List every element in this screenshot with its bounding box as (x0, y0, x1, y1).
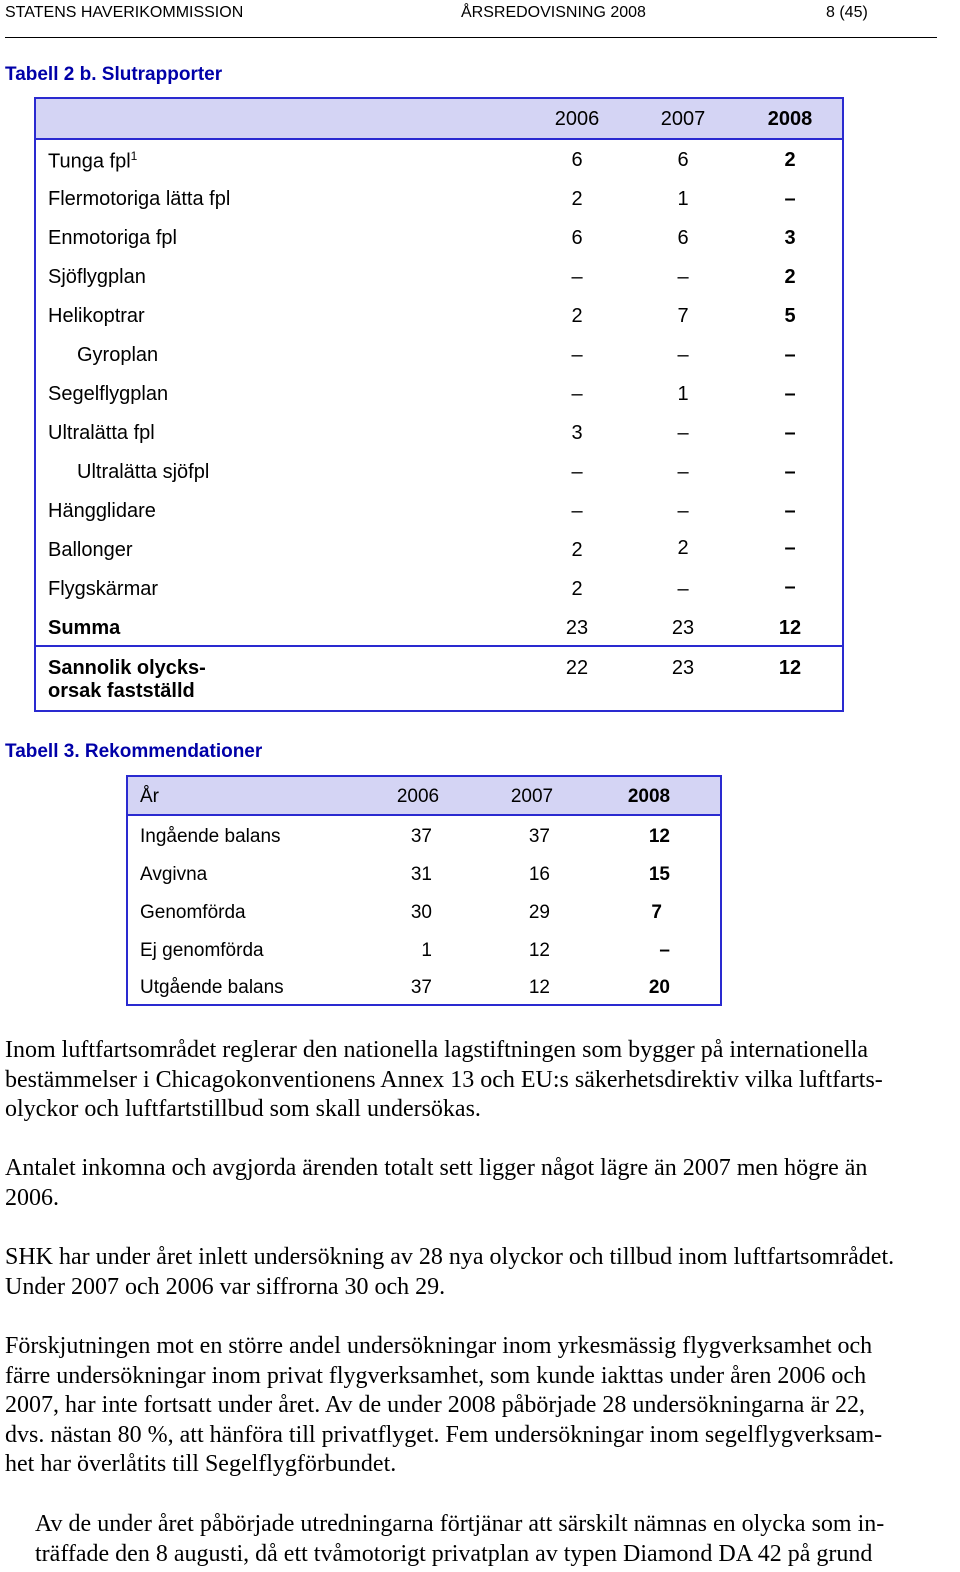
paragraph-investigations (5, 1243, 960, 1302)
cell-2007: – (677, 422, 689, 444)
cell-2006: – (571, 383, 583, 405)
cell-2007: – (677, 266, 689, 288)
cell-2006: – (571, 266, 583, 288)
cell-2008: 3 (784, 227, 796, 249)
cell-2006: – (571, 500, 583, 522)
paragraph-case-count (5, 1154, 960, 1213)
table2b-header-row (36, 99, 842, 140)
table3-header-row (128, 777, 720, 816)
sum-2008: 12 (778, 617, 802, 639)
cell-2008: 7 (651, 902, 662, 923)
table-final-reports (34, 97, 844, 712)
text-line: 2007, har inte fortsatt under året. Av de under 2008 påbörjade 28 undersökningarna är 22, (5, 1392, 865, 1418)
row-label: Avgivna (140, 864, 208, 885)
table3-head-label: År (140, 786, 159, 807)
table2b-year-2008: 2008 (767, 108, 813, 130)
cell-2007: 37 (528, 826, 550, 847)
text-line: olyckor och luftfartstillbud som skall undersökas. (5, 1096, 481, 1122)
cell-2006: 37 (410, 977, 432, 998)
cell-2007: 29 (528, 902, 550, 923)
cell-2006: 2 (571, 578, 583, 600)
cell-2006: – (571, 344, 583, 366)
cell-2007: 6 (677, 227, 689, 249)
header-page-number: 8 (45) (826, 4, 868, 21)
cell-2008: 15 (648, 864, 670, 885)
cell-2006: 6 (571, 227, 583, 249)
cell-2008: – (784, 576, 796, 598)
cell-2008: – (784, 500, 796, 522)
cell-2006: – (571, 461, 583, 483)
text-line: Antalet inkomna och avgjorda ärenden totalt sett ligger något lägre än 2007 men högre än (5, 1155, 868, 1181)
text-line: Under 2007 och 2006 var siffrorna 30 och 29. (5, 1273, 446, 1300)
cell-2007: 1 (677, 188, 689, 210)
table3-year-2006: 2006 (396, 786, 440, 807)
cell-2008: – (784, 188, 796, 210)
cell-2008: 2 (784, 266, 796, 288)
cell-2007: 12 (528, 977, 550, 998)
paragraph-regulation (5, 1036, 960, 1125)
header-center: ÅRSREDOVISNING 2008 (461, 4, 646, 21)
row-label: Sjöflygplan (48, 266, 146, 288)
cell-2007: – (677, 500, 689, 522)
row-label: Ingående balans (140, 826, 281, 847)
sum-label: Summa (48, 617, 121, 639)
paragraph-diamond-incident (35, 1510, 960, 1569)
row-label: Gyroplan (77, 344, 159, 366)
cell-2006: 6 (571, 149, 583, 171)
table2b-year-2006: 2006 (554, 108, 600, 130)
header-rule (5, 37, 937, 38)
cell-2006: 30 (410, 902, 432, 923)
text-line: träffade den 8 augusti, då ett tvåmotorigt privatplan av typen Diamond DA 42 på grund (35, 1540, 873, 1567)
text-line: SHK har under året inlett undersökning av 28 nya olyckor och tillbud inom luftfartsområdet. (5, 1244, 895, 1270)
text-line: färre undersökningar inom privat flygverksamhet, som kunde iakttas under åren 2006 och (5, 1362, 867, 1389)
table3-year-2007: 2007 (510, 786, 554, 807)
row-label: Flygskärmar (48, 578, 159, 600)
row-label: Hängglidare (48, 500, 156, 522)
row-label: Ej genomförda (140, 940, 264, 961)
footnote-marker: 1 (130, 149, 138, 163)
row-label: Utgående balans (140, 977, 284, 998)
table-recommendations (126, 775, 722, 1006)
text-line: Förskjutningen mot en större andel undersökningar inom yrkesmässig flygverksamhet och (5, 1333, 873, 1359)
cell-2008: 5 (784, 305, 796, 327)
row-label: Helikoptrar (48, 305, 145, 327)
cell-2006: 3 (571, 422, 583, 444)
row-label: Segelflygplan (48, 383, 169, 405)
row-label: Tunga fpl$^1$ (48, 149, 138, 173)
paragraph-shift (5, 1332, 960, 1480)
cell-2008: – (784, 537, 796, 559)
header-left: STATENS HAVERIKOMMISSION (5, 4, 244, 21)
cell-2007: – (677, 461, 689, 483)
row-label: Genomförda (140, 902, 246, 923)
cell-2006: 2 (571, 305, 583, 327)
cell-2006: 2 (571, 188, 583, 210)
text-line: 2006. (5, 1184, 59, 1211)
cell-2008: – (784, 422, 796, 444)
cell-2006: 1 (421, 940, 432, 961)
text-line: dvs. nästan 80 %, att hänföra till privatflyget. Fem undersökningar inom segelflygverksam- (5, 1421, 883, 1448)
sum-2006: 23 (565, 617, 589, 639)
cell-2007: 7 (677, 305, 689, 327)
cell-2008: – (784, 344, 796, 366)
cause-label-line2: orsak fastställd (48, 680, 195, 702)
cell-2008: 20 (648, 977, 670, 998)
cell-2007: 6 (677, 149, 689, 171)
cell-2008: – (659, 940, 670, 961)
cause-label-line1: Sannolik olycks- (48, 657, 206, 679)
text-line: het har överlåtits till Segelflygförbundet. (5, 1451, 397, 1477)
row-label: Ultralätta fpl (48, 422, 155, 444)
row-label: Ballonger (48, 539, 133, 561)
table3-year-2008: 2008 (627, 786, 671, 807)
cell-2006: 37 (410, 826, 432, 847)
cell-2007: – (677, 578, 689, 600)
table2b-year-2007: 2007 (660, 108, 706, 130)
cell-2007: – (677, 344, 689, 366)
table2b-caption: Tabell 2 b. Slutrapporter (5, 64, 223, 85)
table3-caption: Tabell 3. Rekommendationer (5, 741, 263, 762)
cell-2007: 2 (677, 537, 689, 559)
cell-2008: 12 (648, 826, 670, 847)
cause-2006: 22 (565, 657, 589, 679)
text-line: bestämmelser i Chicagokonventionens Annex 13 och EU:s säkerhetsdirektiv vilka luftfarts- (5, 1066, 883, 1093)
row-label: Flermotoriga lätta fpl (48, 188, 231, 210)
cause-2007: 23 (671, 657, 695, 679)
cell-2007: 1 (677, 383, 689, 405)
cell-2007: 16 (528, 864, 550, 885)
cell-2006: 31 (410, 864, 432, 885)
cell-2008: – (784, 461, 796, 483)
cell-2008: 2 (784, 149, 796, 171)
cell-2006: 2 (571, 539, 583, 561)
text-line: Av de under året påbörjade utredningarna förtjänar att särskilt nämnas en olycka som in- (35, 1511, 885, 1537)
row-label: Enmotoriga fpl (48, 227, 177, 249)
cell-2008: – (784, 383, 796, 405)
table2b-separator (36, 645, 842, 647)
cell-2007: 12 (528, 940, 550, 961)
cause-2008: 12 (778, 657, 802, 679)
sum-2007: 23 (671, 617, 695, 639)
row-label: Ultralätta sjöfpl (77, 461, 210, 483)
text-line: Inom luftfartsområdet reglerar den nationella lagstiftningen som bygger på internationella (5, 1037, 869, 1063)
